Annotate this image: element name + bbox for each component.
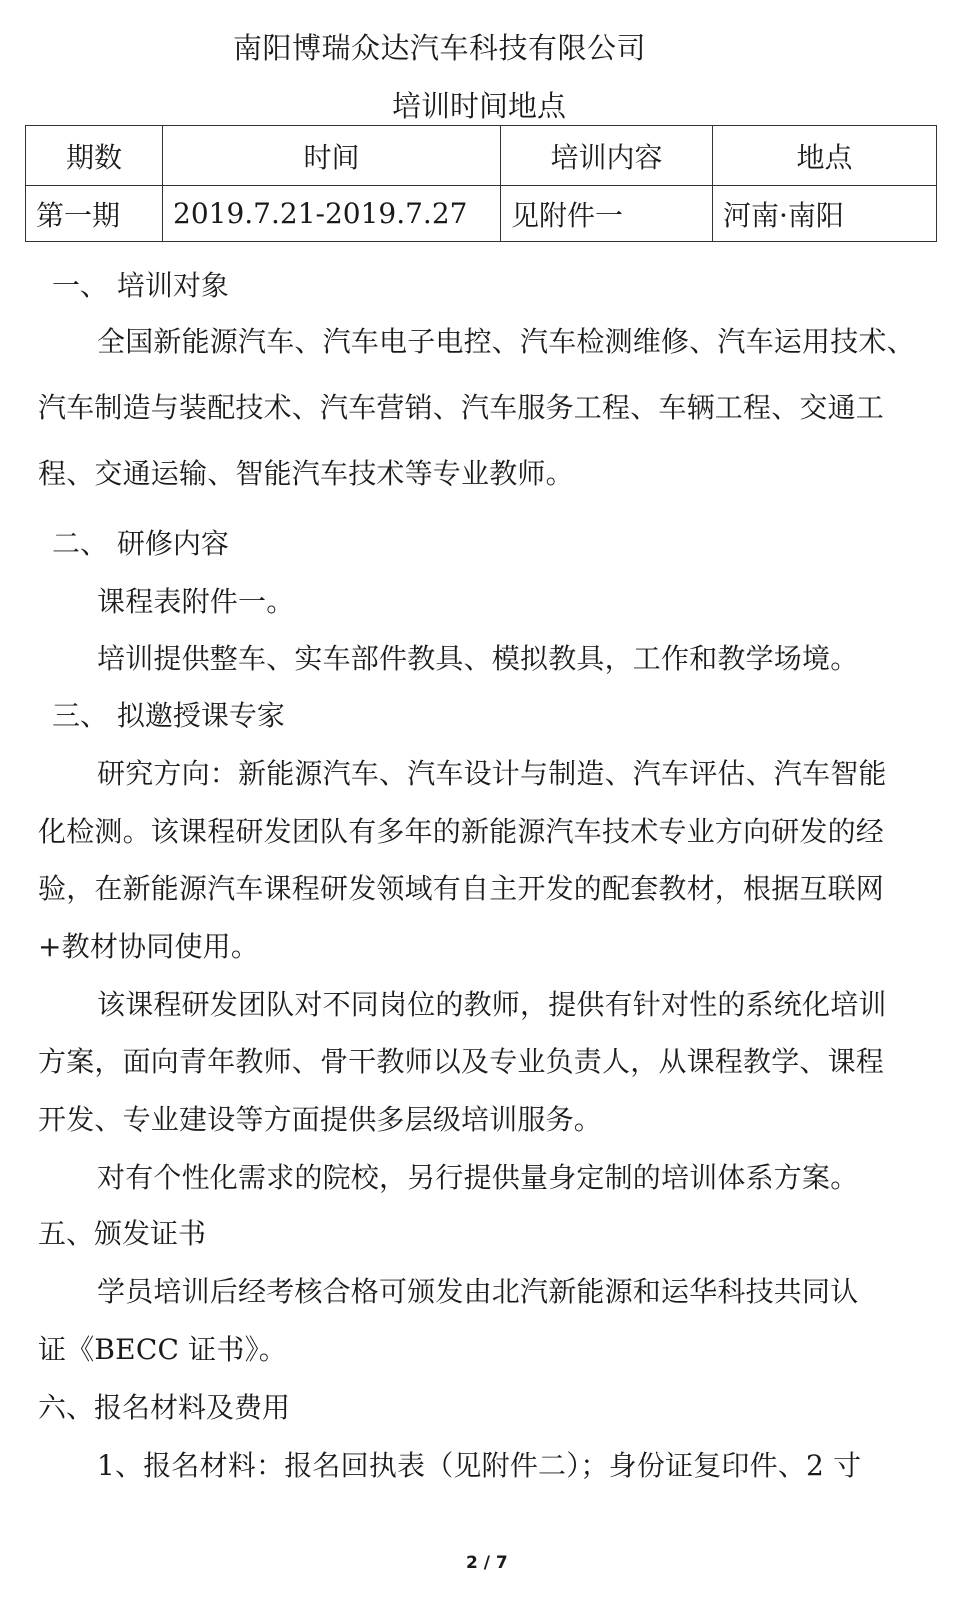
column-header-location: 地点	[713, 126, 937, 186]
table-header-row	[26, 126, 937, 186]
column-header-time: 时间	[163, 126, 501, 186]
table-row	[26, 186, 937, 242]
document-subtitle: 培训时间地点	[392, 89, 567, 123]
paragraph-line: 课程表附件一。	[97, 585, 295, 618]
section-heading-certificate: 五、颁发证书	[38, 1217, 207, 1250]
paragraph-line: 开发、专业建设等方面提供多层级培训服务。	[38, 1103, 603, 1136]
paragraph-line: 汽车制造与装配技术、汽车营销、汽车服务工程、车辆工程、交通工	[38, 391, 885, 424]
section-heading-content: 二、 研修内容	[52, 527, 229, 560]
paragraph-line: +教材协同使用。	[38, 930, 260, 963]
cell-time: 2019.7.21-2019.7.27	[163, 186, 501, 242]
company-name: 南阳博瑞众达汽车科技有限公司	[233, 31, 647, 65]
paragraph-line: 化检测。该课程研发团队有多年的新能源汽车技术专业方向研发的经	[38, 815, 885, 848]
section-heading-trainees: 一、 培训对象	[52, 269, 229, 302]
cell-content: 见附件一	[501, 186, 713, 242]
paragraph-line: 对有个性化需求的院校，另行提供量身定制的培训体系方案。	[97, 1161, 859, 1194]
paragraph-line: 培训提供整车、实车部件教具、模拟教具，工作和教学场境。	[97, 642, 859, 675]
paragraph-line: 方案，面向青年教师、骨干教师以及专业负责人，从课程教学、课程	[38, 1045, 885, 1078]
section-heading-registration: 六、报名材料及费用	[38, 1391, 291, 1424]
schedule-table	[25, 125, 937, 242]
paragraph-line: 学员培训后经考核合格可颁发由北汽新能源和运华科技共同认	[97, 1275, 859, 1308]
paragraph-line: 证《BECC 证书》。	[38, 1333, 287, 1366]
paragraph-line: 研究方向：新能源汽车、汽车设计与制造、汽车评估、汽车智能	[97, 757, 887, 790]
column-header-content: 培训内容	[501, 126, 713, 186]
cell-period: 第一期	[26, 186, 163, 242]
paragraph-line: 1、报名材料：报名回执表（见附件二）；身份证复印件、2 寸	[97, 1449, 862, 1482]
column-header-period: 期数	[26, 126, 163, 186]
paragraph-line: 验，在新能源汽车课程研发领域有自主开发的配套教材，根据互联网	[38, 872, 885, 905]
paragraph-line: 全国新能源汽车、汽车电子电控、汽车检测维修、汽车运用技术、	[97, 325, 915, 358]
cell-location: 河南·南阳	[713, 186, 937, 242]
paragraph-line: 该课程研发团队对不同岗位的教师，提供有针对性的系统化培训	[97, 988, 887, 1021]
paragraph-line: 程、交通运输、智能汽车技术等专业教师。	[38, 457, 574, 490]
page-number: 2 / 7	[466, 1553, 508, 1573]
section-heading-experts: 三、 拟邀授课专家	[52, 699, 285, 732]
